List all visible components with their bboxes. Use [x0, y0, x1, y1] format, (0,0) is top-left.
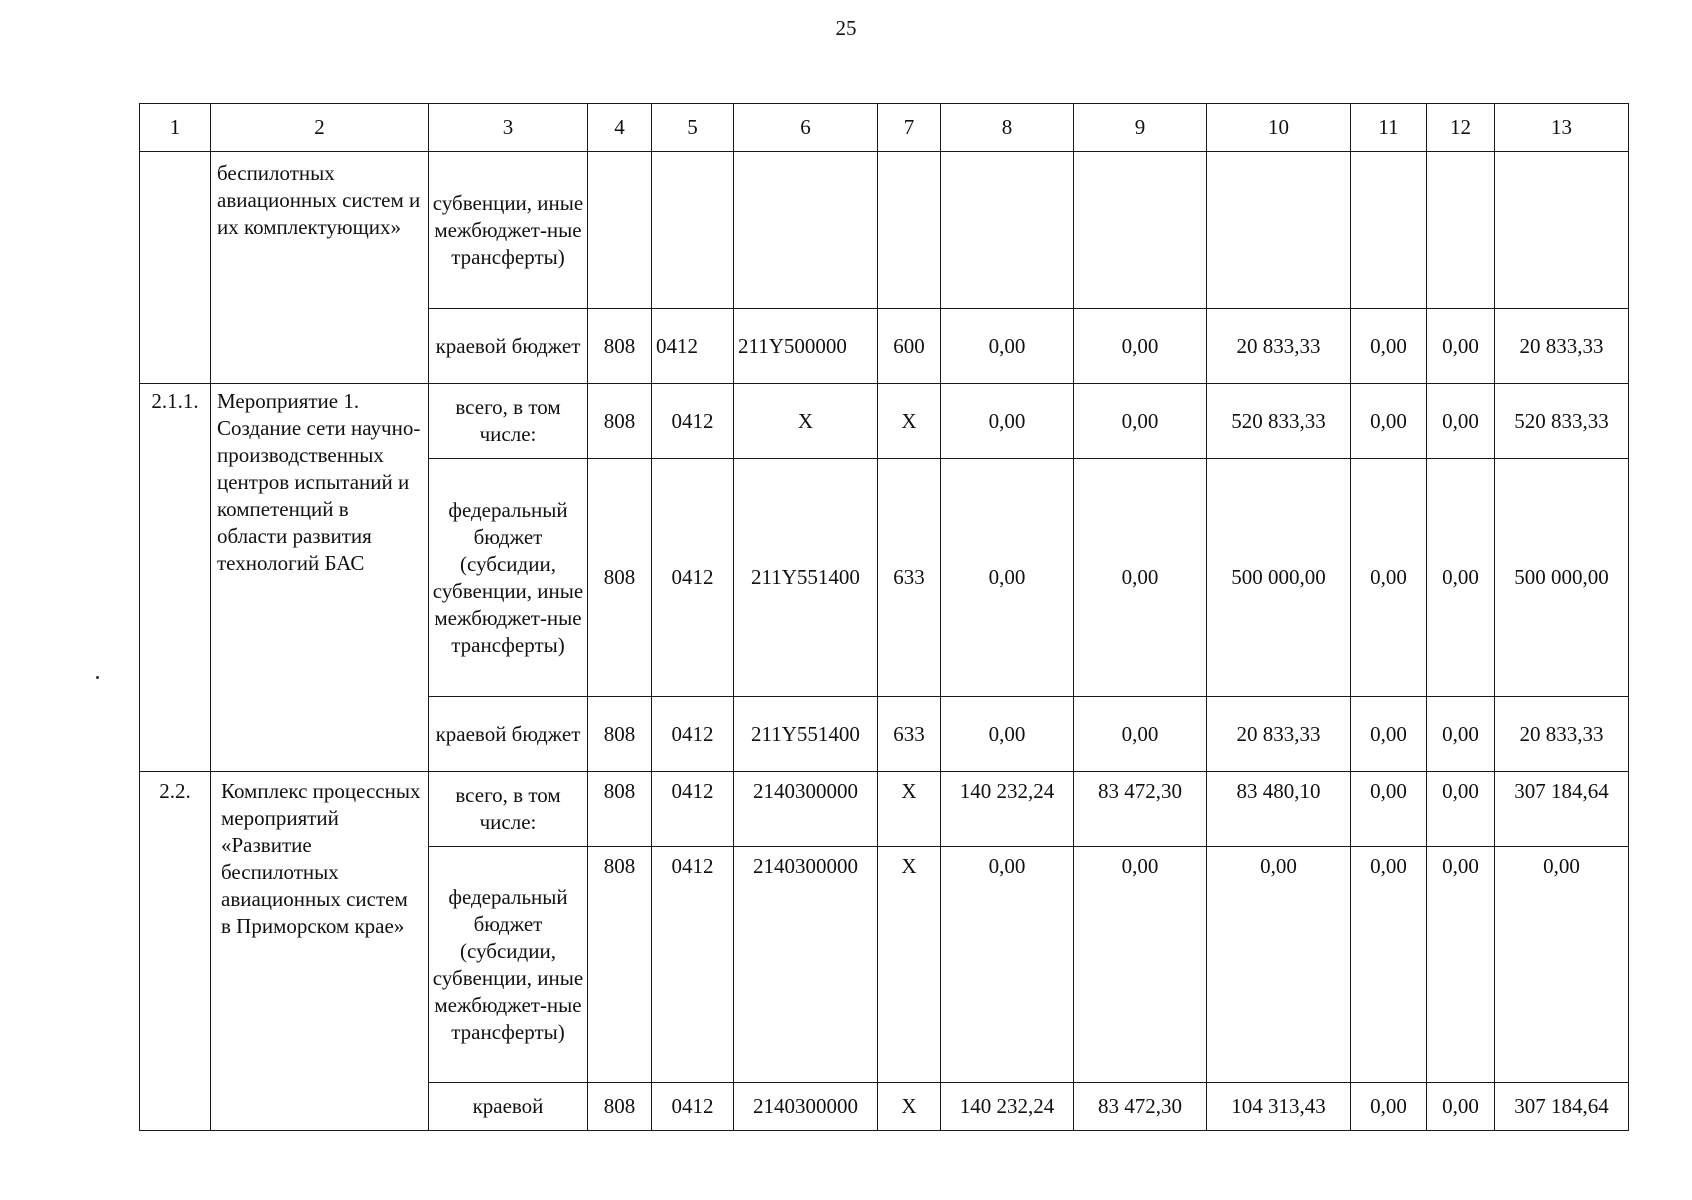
table-cell: 0,00: [1427, 309, 1495, 384]
table-cell: 0,00: [1074, 847, 1207, 1083]
table-cell: 0412: [652, 459, 734, 697]
table-cell: [588, 152, 652, 309]
table-cell: 20 833,33: [1207, 309, 1351, 384]
table-cell: 0412: [652, 1083, 734, 1131]
table-cell: 0,00: [1427, 459, 1495, 697]
header-cell: 1: [140, 104, 211, 152]
table-cell: 0,00: [941, 309, 1074, 384]
table-cell: 83 480,10: [1207, 772, 1351, 847]
table-cell: 600: [878, 309, 941, 384]
table-cell: 0,00: [941, 459, 1074, 697]
table-cell: 0412: [652, 384, 734, 459]
table-cell: X: [734, 384, 878, 459]
table-cell: 140 232,24: [941, 1083, 1074, 1131]
table-cell: 0412: [652, 772, 734, 847]
table-cell: X: [878, 847, 941, 1083]
table-cell: 2140300000: [734, 772, 878, 847]
table-cell: [1427, 152, 1495, 309]
funding-source-cell: краевой бюджет: [429, 309, 588, 384]
table-cell: 211Y500000: [734, 309, 878, 384]
table-cell: 83 472,30: [1074, 1083, 1207, 1131]
table-cell: 500 000,00: [1207, 459, 1351, 697]
table-cell: 0,00: [1351, 847, 1427, 1083]
table-cell: 211Y551400: [734, 459, 878, 697]
table-cell: X: [878, 384, 941, 459]
funding-source-cell: всего, в том числе:: [429, 772, 588, 847]
header-cell: 13: [1495, 104, 1629, 152]
table-cell: [1495, 152, 1629, 309]
table-cell: 0,00: [941, 384, 1074, 459]
table-cell: 0,00: [1074, 459, 1207, 697]
table-row: [140, 384, 1629, 459]
item-name-cell: беспилотных авиационных систем и их комплектующих»: [211, 152, 429, 384]
table-row: [140, 772, 1629, 847]
table-cell: 83 472,30: [1074, 772, 1207, 847]
scan-speck: [96, 676, 99, 679]
table-cell: X: [878, 772, 941, 847]
table-cell: 0,00: [1427, 697, 1495, 772]
table-cell: 0,00: [1074, 384, 1207, 459]
table-cell: 0,00: [1074, 309, 1207, 384]
table-cell: 307 184,64: [1495, 772, 1629, 847]
table-cell: 520 833,33: [1207, 384, 1351, 459]
table-cell: 0,00: [1351, 697, 1427, 772]
header-cell: 4: [588, 104, 652, 152]
header-cell: 3: [429, 104, 588, 152]
table-cell: 0,00: [1495, 847, 1629, 1083]
table-cell: 0,00: [1074, 697, 1207, 772]
page-number: 25: [835, 16, 857, 40]
table-cell: 0,00: [1427, 384, 1495, 459]
header-cell: 11: [1351, 104, 1427, 152]
table-cell: 633: [878, 459, 941, 697]
table-cell: 0,00: [1427, 1083, 1495, 1131]
table-cell: 808: [588, 1083, 652, 1131]
table-cell: [1074, 152, 1207, 309]
table-cell: 0,00: [941, 847, 1074, 1083]
table-cell: 307 184,64: [1495, 1083, 1629, 1131]
table-cell: 20 833,33: [1495, 309, 1629, 384]
table-cell: 0412: [652, 697, 734, 772]
table-cell: 0,00: [1351, 459, 1427, 697]
header-cell: 6: [734, 104, 878, 152]
funding-source-cell: федеральный бюджет (субсидии, субвенции, иные межбюджет-ные трансферты): [429, 847, 588, 1083]
table-cell: 808: [588, 384, 652, 459]
table-cell: 633: [878, 697, 941, 772]
header-cell: 7: [878, 104, 941, 152]
header-cell: 8: [941, 104, 1074, 152]
table-cell: 808: [588, 309, 652, 384]
table-cell: 0,00: [1351, 384, 1427, 459]
row-number-cell: [140, 152, 211, 384]
table-cell: [878, 152, 941, 309]
table-cell: 0412: [652, 309, 734, 384]
table-cell: 211Y551400: [734, 697, 878, 772]
budget-table: [139, 103, 1629, 1131]
table-cell: 140 232,24: [941, 772, 1074, 847]
funding-source-cell: субвенции, иные межбюджет-ные трансферты): [429, 152, 588, 309]
table-cell: [1207, 152, 1351, 309]
table-cell: 20 833,33: [1495, 697, 1629, 772]
funding-source-cell: краевой: [429, 1083, 588, 1131]
table-cell: 2140300000: [734, 1083, 878, 1131]
row-number-cell: 2.1.1.: [140, 384, 211, 772]
table-cell: 808: [588, 772, 652, 847]
header-cell: 5: [652, 104, 734, 152]
funding-source-cell: краевой бюджет: [429, 697, 588, 772]
table-cell: [1351, 152, 1427, 309]
table-cell: 0,00: [1351, 1083, 1427, 1131]
table-cell: [941, 152, 1074, 309]
header-cell: 2: [211, 104, 429, 152]
table-cell: 0,00: [1351, 309, 1427, 384]
row-number-cell: 2.2.: [140, 772, 211, 1131]
header-cell: 12: [1427, 104, 1495, 152]
funding-source-cell: всего, в том числе:: [429, 384, 588, 459]
header-cell: 9: [1074, 104, 1207, 152]
table-cell: 104 313,43: [1207, 1083, 1351, 1131]
table-cell: 0,00: [1427, 772, 1495, 847]
table-cell: 0412: [652, 847, 734, 1083]
table-cell: X: [878, 1083, 941, 1131]
table-row: [140, 152, 1629, 309]
table-cell: 808: [588, 847, 652, 1083]
funding-source-cell: федеральный бюджет (субсидии, субвенции, иные межбюджет-ные трансферты): [429, 459, 588, 697]
item-name-cell: Мероприятие 1. Создание сети научно-производственных центров испытаний и компетенций в области развития технологий БАС: [211, 384, 429, 772]
table-cell: 0,00: [1207, 847, 1351, 1083]
table-cell: 808: [588, 459, 652, 697]
table-cell: 0,00: [1427, 847, 1495, 1083]
table-cell: 2140300000: [734, 847, 878, 1083]
item-name-cell: Комплекс процессных мероприятий «Развитие беспилотных авиационных систем в Приморском крае»: [211, 772, 429, 1131]
table-cell: 20 833,33: [1207, 697, 1351, 772]
header-cell: 10: [1207, 104, 1351, 152]
table-cell: 0,00: [941, 697, 1074, 772]
header-row: [140, 104, 1629, 152]
table-cell: [734, 152, 878, 309]
table-cell: 808: [588, 697, 652, 772]
table-cell: [652, 152, 734, 309]
table-cell: 500 000,00: [1495, 459, 1629, 697]
table-cell: 520 833,33: [1495, 384, 1629, 459]
table-cell: 0,00: [1351, 772, 1427, 847]
